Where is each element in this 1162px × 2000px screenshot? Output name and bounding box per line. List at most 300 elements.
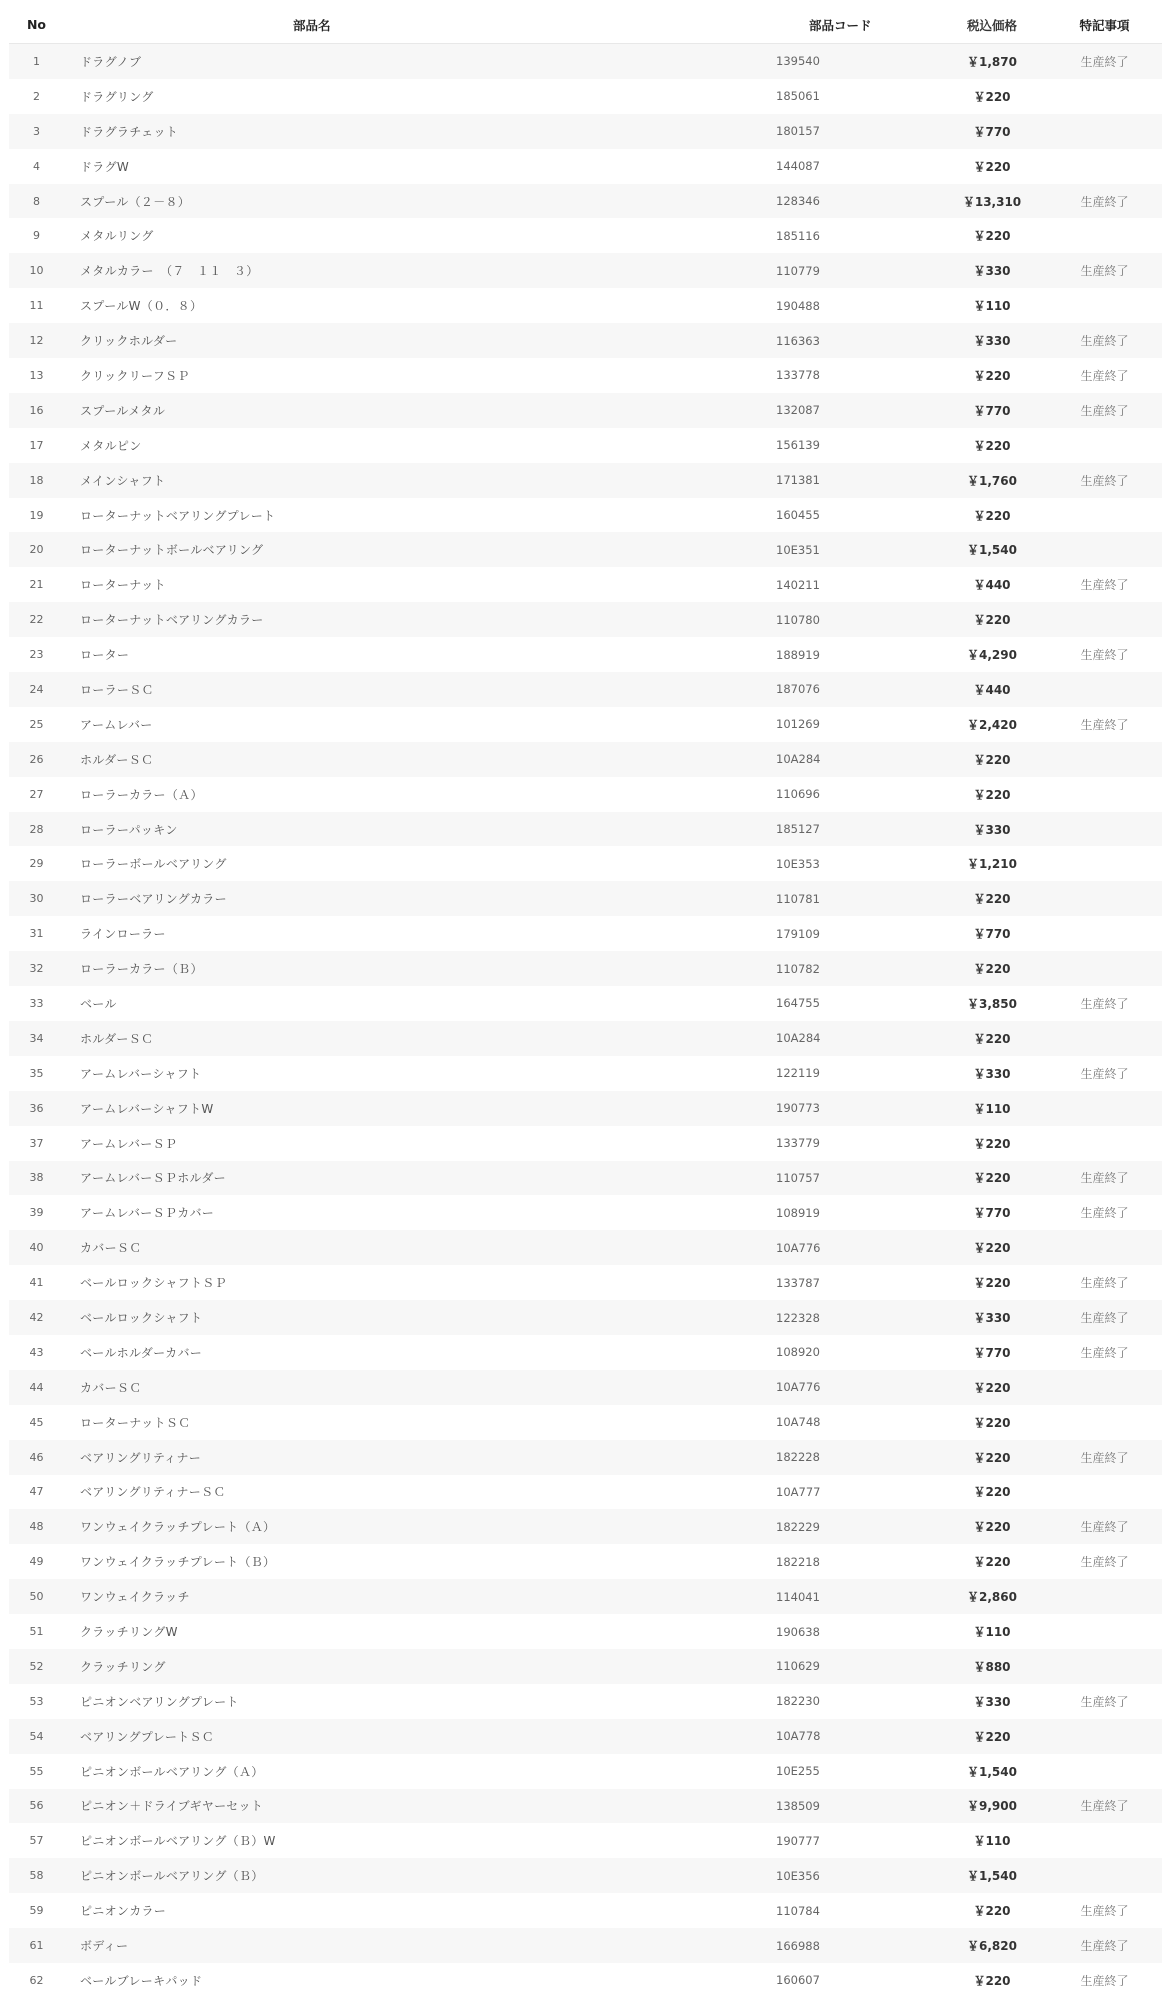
cell-part-code: 138509 (775, 1789, 937, 1824)
cell-note (1047, 532, 1162, 567)
cell-part-name: ピニオン＋ドライブギヤーセット (64, 1789, 775, 1824)
cell-note (1047, 881, 1162, 916)
cell-note: 生産終了 (1047, 253, 1162, 288)
cell-price: ￥1,540 (937, 1858, 1047, 1893)
cell-part-name: ドラグノブ (64, 44, 775, 79)
cell-no: 25 (9, 707, 64, 742)
cell-note: 生産終了 (1047, 1161, 1162, 1196)
cell-note: 生産終了 (1047, 1300, 1162, 1335)
cell-part-name: ローラーベアリングカラー (64, 881, 775, 916)
cell-price: ￥220 (937, 1021, 1047, 1056)
cell-part-name: クリックホルダー (64, 323, 775, 358)
cell-note: 生産終了 (1047, 637, 1162, 672)
header-row (9, 6, 1162, 44)
cell-part-name: ドラグW (64, 149, 775, 184)
cell-price: ￥220 (937, 1893, 1047, 1928)
cell-part-name: アームレバーシャフトW (64, 1091, 775, 1126)
cell-price: ￥220 (937, 79, 1047, 114)
cell-part-code: 114041 (775, 1579, 937, 1614)
cell-part-name: ホルダーＳＣ (64, 1021, 775, 1056)
cell-part-code: 10A778 (775, 1719, 937, 1754)
table-row (9, 1579, 1162, 1614)
cell-note (1047, 1370, 1162, 1405)
table-row (9, 1265, 1162, 1300)
cell-price: ￥220 (937, 951, 1047, 986)
cell-part-code: 185116 (775, 218, 937, 253)
cell-note: 生産終了 (1047, 1265, 1162, 1300)
cell-part-name: カバーＳＣ (64, 1370, 775, 1405)
cell-part-code: 132087 (775, 393, 937, 428)
cell-no: 24 (9, 672, 64, 707)
cell-part-name: ピニオンベアリングプレート (64, 1684, 775, 1719)
cell-part-name: ワンウェイクラッチプレート（Ａ） (64, 1509, 775, 1544)
cell-part-name: ピニオンボールベアリング（Ａ） (64, 1754, 775, 1789)
cell-part-code: 116363 (775, 323, 937, 358)
cell-part-code: 108919 (775, 1195, 937, 1230)
cell-price: ￥1,210 (937, 846, 1047, 881)
cell-part-code: 164755 (775, 986, 937, 1021)
cell-no: 10 (9, 253, 64, 288)
cell-price: ￥220 (937, 1509, 1047, 1544)
cell-note (1047, 79, 1162, 114)
cell-part-code: 139540 (775, 44, 937, 79)
cell-note (1047, 428, 1162, 463)
cell-note: 生産終了 (1047, 463, 1162, 498)
table-row (9, 498, 1162, 533)
cell-part-code: 133787 (775, 1265, 937, 1300)
table-row (9, 951, 1162, 986)
cell-no: 32 (9, 951, 64, 986)
cell-part-code: 182228 (775, 1440, 937, 1475)
cell-part-name: ローラーボールベアリング (64, 846, 775, 881)
cell-note (1047, 1754, 1162, 1789)
cell-part-code: 110629 (775, 1649, 937, 1684)
cell-part-name: メタルピン (64, 428, 775, 463)
header-part-code: 部品コード (775, 6, 937, 44)
cell-price: ￥1,540 (937, 532, 1047, 567)
cell-note (1047, 1230, 1162, 1265)
cell-part-name: ベールホルダーカバー (64, 1335, 775, 1370)
table-row (9, 1056, 1162, 1091)
cell-part-name: アームレバーＳＰ (64, 1126, 775, 1161)
cell-note (1047, 1091, 1162, 1126)
cell-part-name: ローラーＳＣ (64, 672, 775, 707)
cell-note: 生産終了 (1047, 986, 1162, 1021)
cell-price: ￥220 (937, 1161, 1047, 1196)
cell-part-name: ベールロックシャフトＳＰ (64, 1265, 775, 1300)
table-row (9, 358, 1162, 393)
cell-price: ￥220 (937, 1440, 1047, 1475)
cell-no: 9 (9, 218, 64, 253)
cell-note: 生産終了 (1047, 1544, 1162, 1579)
cell-price: ￥1,760 (937, 463, 1047, 498)
cell-part-name: クリックリーフＳＰ (64, 358, 775, 393)
cell-note (1047, 742, 1162, 777)
table-row (9, 846, 1162, 881)
cell-price: ￥220 (937, 149, 1047, 184)
cell-price: ￥110 (937, 288, 1047, 323)
cell-part-code: 144087 (775, 149, 937, 184)
cell-price: ￥220 (937, 428, 1047, 463)
cell-no: 38 (9, 1161, 64, 1196)
cell-note (1047, 1405, 1162, 1440)
cell-part-name: ピニオンカラー (64, 1893, 775, 1928)
cell-price: ￥1,540 (937, 1754, 1047, 1789)
cell-price: ￥220 (937, 1963, 1047, 1998)
cell-price: ￥330 (937, 323, 1047, 358)
cell-no: 50 (9, 1579, 64, 1614)
cell-no: 57 (9, 1823, 64, 1858)
cell-no: 47 (9, 1475, 64, 1510)
table-row (9, 1370, 1162, 1405)
table-row (9, 1963, 1162, 1998)
cell-no: 56 (9, 1789, 64, 1824)
cell-part-code: 171381 (775, 463, 937, 498)
cell-part-code: 185061 (775, 79, 937, 114)
cell-price: ￥330 (937, 253, 1047, 288)
cell-no: 13 (9, 358, 64, 393)
cell-note (1047, 812, 1162, 847)
cell-part-name: ローターナットＳＣ (64, 1405, 775, 1440)
table-row (9, 323, 1162, 358)
cell-part-code: 160607 (775, 1963, 937, 1998)
table-row (9, 1684, 1162, 1719)
table-row (9, 532, 1162, 567)
cell-part-code: 10E356 (775, 1858, 937, 1893)
cell-part-code: 122328 (775, 1300, 937, 1335)
cell-part-name: ワンウェイクラッチ (64, 1579, 775, 1614)
table-row (9, 428, 1162, 463)
table-row (9, 1475, 1162, 1510)
cell-part-name: アームレバーＳＰホルダー (64, 1161, 775, 1196)
cell-part-name: ベアリングプレートＳＣ (64, 1719, 775, 1754)
header-no: No (9, 6, 64, 44)
table-row (9, 1091, 1162, 1126)
cell-no: 62 (9, 1963, 64, 1998)
cell-price: ￥220 (937, 742, 1047, 777)
cell-no: 55 (9, 1754, 64, 1789)
cell-note: 生産終了 (1047, 1963, 1162, 1998)
cell-part-code: 190773 (775, 1091, 937, 1126)
cell-note (1047, 218, 1162, 253)
cell-price: ￥220 (937, 1265, 1047, 1300)
cell-price: ￥880 (937, 1649, 1047, 1684)
cell-price: ￥330 (937, 1300, 1047, 1335)
table-header (9, 6, 1162, 44)
cell-no: 22 (9, 602, 64, 637)
table-row (9, 742, 1162, 777)
cell-no: 17 (9, 428, 64, 463)
cell-note (1047, 916, 1162, 951)
cell-part-code: 190638 (775, 1614, 937, 1649)
cell-part-name: ベール (64, 986, 775, 1021)
cell-price: ￥770 (937, 114, 1047, 149)
table-row (9, 602, 1162, 637)
cell-part-name: メインシャフト (64, 463, 775, 498)
table-row (9, 777, 1162, 812)
cell-no: 3 (9, 114, 64, 149)
table-row (9, 672, 1162, 707)
table-row (9, 218, 1162, 253)
cell-no: 44 (9, 1370, 64, 1405)
cell-price: ￥220 (937, 1475, 1047, 1510)
table-body (9, 44, 1162, 1998)
cell-part-code: 180157 (775, 114, 937, 149)
cell-no: 61 (9, 1928, 64, 1963)
cell-part-name: ドラグリング (64, 79, 775, 114)
cell-price: ￥220 (937, 1230, 1047, 1265)
cell-note (1047, 1126, 1162, 1161)
cell-part-code: 156139 (775, 428, 937, 463)
cell-part-name: ベールロックシャフト (64, 1300, 775, 1335)
cell-price: ￥330 (937, 1056, 1047, 1091)
cell-no: 49 (9, 1544, 64, 1579)
cell-note (1047, 1823, 1162, 1858)
cell-price: ￥110 (937, 1091, 1047, 1126)
cell-price: ￥13,310 (937, 184, 1047, 219)
cell-price: ￥4,290 (937, 637, 1047, 672)
table-row (9, 1300, 1162, 1335)
cell-no: 28 (9, 812, 64, 847)
cell-no: 43 (9, 1335, 64, 1370)
cell-note: 生産終了 (1047, 184, 1162, 219)
cell-price: ￥110 (937, 1823, 1047, 1858)
cell-price: ￥3,850 (937, 986, 1047, 1021)
table-row (9, 567, 1162, 602)
cell-part-code: 110782 (775, 951, 937, 986)
table-row (9, 1893, 1162, 1928)
cell-note: 生産終了 (1047, 323, 1162, 358)
cell-price: ￥220 (937, 498, 1047, 533)
cell-part-code: 10E255 (775, 1754, 937, 1789)
cell-part-code: 10A776 (775, 1230, 937, 1265)
cell-part-code: 10A284 (775, 1021, 937, 1056)
cell-part-name: スプール（２－８） (64, 184, 775, 219)
table-row (9, 1195, 1162, 1230)
cell-part-name: アームレバーＳＰカバー (64, 1195, 775, 1230)
cell-price: ￥110 (937, 1614, 1047, 1649)
table-row (9, 1509, 1162, 1544)
cell-part-name: アームレバーシャフト (64, 1056, 775, 1091)
cell-part-name: クラッチリング (64, 1649, 775, 1684)
table-row (9, 1858, 1162, 1893)
cell-price: ￥770 (937, 393, 1047, 428)
cell-part-name: ローター (64, 637, 775, 672)
table-row (9, 1823, 1162, 1858)
cell-part-name: メタルリング (64, 218, 775, 253)
cell-no: 39 (9, 1195, 64, 1230)
cell-note (1047, 1475, 1162, 1510)
cell-part-name: ローラーカラー（Ｂ） (64, 951, 775, 986)
cell-no: 41 (9, 1265, 64, 1300)
cell-part-code: 140211 (775, 567, 937, 602)
cell-part-code: 10A748 (775, 1405, 937, 1440)
cell-part-name: ベアリングリティナーＳＣ (64, 1475, 775, 1510)
cell-part-code: 188919 (775, 637, 937, 672)
cell-price: ￥2,860 (937, 1579, 1047, 1614)
cell-part-name: ベアリングリティナー (64, 1440, 775, 1475)
cell-part-name: ラインローラー (64, 916, 775, 951)
cell-no: 20 (9, 532, 64, 567)
cell-part-name: カバーＳＣ (64, 1230, 775, 1265)
cell-no: 31 (9, 916, 64, 951)
cell-note: 生産終了 (1047, 567, 1162, 602)
cell-no: 29 (9, 846, 64, 881)
cell-part-name: ワンウェイクラッチプレート（Ｂ） (64, 1544, 775, 1579)
cell-price: ￥220 (937, 218, 1047, 253)
cell-part-name: アームレバー (64, 707, 775, 742)
cell-part-code: 122119 (775, 1056, 937, 1091)
cell-part-name: ドラグラチェット (64, 114, 775, 149)
cell-no: 12 (9, 323, 64, 358)
cell-no: 34 (9, 1021, 64, 1056)
table-row (9, 986, 1162, 1021)
table-row (9, 44, 1162, 79)
cell-note (1047, 1649, 1162, 1684)
cell-note (1047, 1579, 1162, 1614)
cell-part-code: 190777 (775, 1823, 937, 1858)
cell-price: ￥6,820 (937, 1928, 1047, 1963)
cell-note (1047, 1719, 1162, 1754)
cell-part-code: 133779 (775, 1126, 937, 1161)
cell-part-name: スプールメタル (64, 393, 775, 428)
cell-part-code: 110780 (775, 602, 937, 637)
cell-note (1047, 951, 1162, 986)
cell-note: 生産終了 (1047, 1789, 1162, 1824)
cell-no: 21 (9, 567, 64, 602)
cell-part-code: 110779 (775, 253, 937, 288)
table-row (9, 1161, 1162, 1196)
header-note: 特記事項 (1047, 6, 1162, 44)
table-row (9, 1928, 1162, 1963)
cell-no: 36 (9, 1091, 64, 1126)
cell-price: ￥220 (937, 1719, 1047, 1754)
cell-price: ￥440 (937, 567, 1047, 602)
cell-no: 35 (9, 1056, 64, 1091)
cell-part-code: 110757 (775, 1161, 937, 1196)
cell-no: 23 (9, 637, 64, 672)
cell-no: 58 (9, 1858, 64, 1893)
cell-price: ￥220 (937, 358, 1047, 393)
cell-no: 1 (9, 44, 64, 79)
table-row (9, 79, 1162, 114)
cell-part-code: 101269 (775, 707, 937, 742)
cell-no: 4 (9, 149, 64, 184)
cell-part-name: ローターナットベアリングカラー (64, 602, 775, 637)
cell-note (1047, 288, 1162, 323)
cell-price: ￥440 (937, 672, 1047, 707)
cell-price: ￥330 (937, 812, 1047, 847)
table-row (9, 1405, 1162, 1440)
table-row (9, 1440, 1162, 1475)
cell-note (1047, 777, 1162, 812)
cell-no: 30 (9, 881, 64, 916)
cell-no: 2 (9, 79, 64, 114)
cell-price: ￥770 (937, 1195, 1047, 1230)
cell-no: 46 (9, 1440, 64, 1475)
header-price: 税込価格 (937, 6, 1047, 44)
cell-part-code: 10A284 (775, 742, 937, 777)
cell-part-code: 187076 (775, 672, 937, 707)
cell-part-code: 182218 (775, 1544, 937, 1579)
cell-part-code: 10E351 (775, 532, 937, 567)
cell-note (1047, 1614, 1162, 1649)
table-row (9, 1719, 1162, 1754)
table-row (9, 463, 1162, 498)
table-row (9, 149, 1162, 184)
cell-part-code: 182230 (775, 1684, 937, 1719)
cell-part-code: 108920 (775, 1335, 937, 1370)
cell-part-name: ピニオンボールベアリング（Ｂ）W (64, 1823, 775, 1858)
cell-no: 27 (9, 777, 64, 812)
cell-part-name: ローターナット (64, 567, 775, 602)
cell-part-name: ローターナットベアリングプレート (64, 498, 775, 533)
cell-price: ￥330 (937, 1684, 1047, 1719)
cell-part-code: 179109 (775, 916, 937, 951)
table-row (9, 1614, 1162, 1649)
cell-no: 45 (9, 1405, 64, 1440)
cell-part-name: ボディー (64, 1928, 775, 1963)
cell-no: 26 (9, 742, 64, 777)
cell-no: 48 (9, 1509, 64, 1544)
cell-note (1047, 498, 1162, 533)
cell-note (1047, 846, 1162, 881)
cell-part-code: 160455 (775, 498, 937, 533)
table-row (9, 812, 1162, 847)
cell-no: 37 (9, 1126, 64, 1161)
cell-price: ￥220 (937, 1370, 1047, 1405)
cell-part-code: 110781 (775, 881, 937, 916)
cell-note: 生産終了 (1047, 1440, 1162, 1475)
table-row (9, 1230, 1162, 1265)
cell-no: 42 (9, 1300, 64, 1335)
cell-part-name: ピニオンボールベアリング（Ｂ） (64, 1858, 775, 1893)
cell-no: 16 (9, 393, 64, 428)
cell-note: 生産終了 (1047, 1928, 1162, 1963)
parts-table (9, 6, 1162, 1998)
table-row (9, 1335, 1162, 1370)
cell-no: 59 (9, 1893, 64, 1928)
cell-no: 52 (9, 1649, 64, 1684)
cell-no: 51 (9, 1614, 64, 1649)
cell-price: ￥770 (937, 1335, 1047, 1370)
table-row (9, 637, 1162, 672)
table-row (9, 1021, 1162, 1056)
cell-note: 生産終了 (1047, 1684, 1162, 1719)
cell-part-name: スプールW（０．８） (64, 288, 775, 323)
cell-part-code: 190488 (775, 288, 937, 323)
table-row (9, 393, 1162, 428)
table-row (9, 288, 1162, 323)
cell-note (1047, 672, 1162, 707)
cell-price: ￥220 (937, 777, 1047, 812)
cell-part-code: 128346 (775, 184, 937, 219)
table-row (9, 881, 1162, 916)
cell-note (1047, 602, 1162, 637)
table-row (9, 1649, 1162, 1684)
cell-no: 8 (9, 184, 64, 219)
table-row (9, 916, 1162, 951)
cell-no: 11 (9, 288, 64, 323)
table-row (9, 184, 1162, 219)
table-row (9, 1789, 1162, 1824)
cell-no: 19 (9, 498, 64, 533)
cell-price: ￥2,420 (937, 707, 1047, 742)
cell-price: ￥220 (937, 1405, 1047, 1440)
cell-note: 生産終了 (1047, 1056, 1162, 1091)
table-row (9, 707, 1162, 742)
cell-part-code: 182229 (775, 1509, 937, 1544)
